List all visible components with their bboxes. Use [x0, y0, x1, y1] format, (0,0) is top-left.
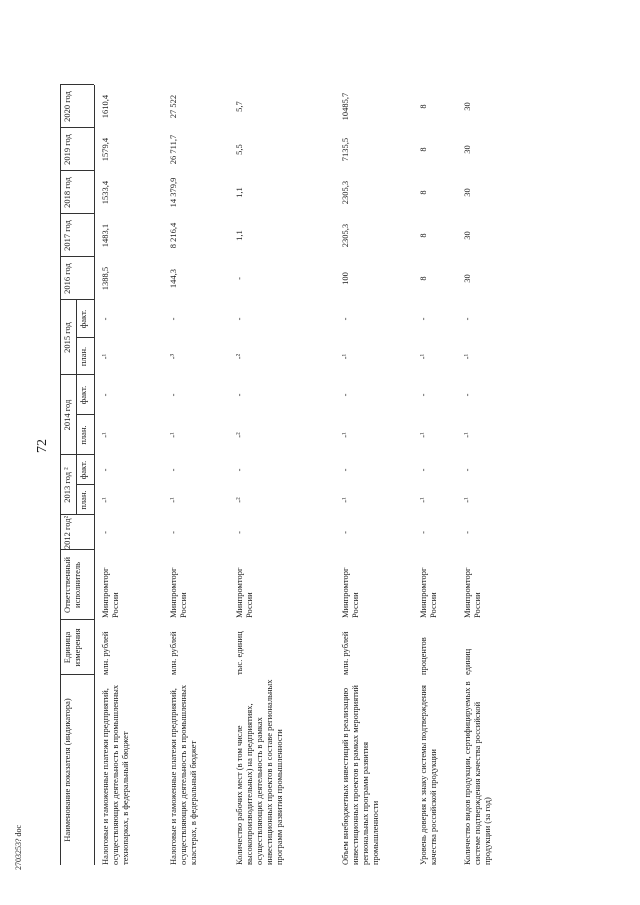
row-1-2013-plan: -¹: [100, 497, 110, 503]
row-5-2013-plan: -¹: [418, 497, 428, 503]
row-4-2016: 100: [340, 272, 350, 285]
col-header-executor: Ответственный исполнитель: [62, 557, 82, 613]
col-header-2020: 2020 год: [62, 91, 72, 122]
row-2-unit: млн. рублей: [168, 631, 178, 675]
row-4-2015-plan: -¹: [340, 353, 350, 360]
row-6-2019: 30: [462, 145, 472, 154]
row-3-2015-plan: -²: [234, 353, 244, 360]
row-4-2013-plan: -¹: [340, 497, 350, 503]
col-header-2013: 2013 год ²: [62, 467, 72, 503]
row-5-executor: Минпромторг России: [418, 567, 438, 618]
row-4-indicator: Объем внебюджетных инвестиций в реализацию инвестиционных проектов в рамках мероприятий региональных программ развития промышленности: [340, 685, 380, 865]
row-5-2015-fact: -: [418, 317, 428, 321]
col-header-2018: 2018 год: [62, 177, 72, 208]
row-4-2019: 7135,5: [340, 137, 350, 162]
row-5-2012: -: [418, 531, 428, 534]
row-3-2014-plan: -²: [234, 432, 244, 438]
col-header-2015: 2015 год: [62, 322, 72, 353]
row-5-2018: 8: [418, 190, 428, 195]
row-2-indicator: Налоговые и таможенные платежи предприятий, осуществляющих деятельность в промышленных кластерах, в федеральный бюджет: [168, 684, 198, 865]
row-1-2012: -: [100, 531, 110, 534]
row-4-2014-fact: -: [340, 393, 350, 397]
row-4-2015-fact: -: [340, 317, 350, 321]
row-6-executor: Минпромторг России: [462, 567, 482, 618]
col-header-2015-fact: факт.: [78, 309, 88, 329]
row-2-2016: 144,3: [168, 268, 178, 289]
row-1-2020: 1610,4: [100, 94, 110, 119]
row-5-2014-fact: -: [418, 393, 428, 397]
row-3-2013-fact: -: [234, 468, 244, 472]
row-4-2018: 2305,3: [340, 180, 350, 205]
row-6-2017: 30: [462, 231, 472, 240]
row-2-2014-plan: -¹: [168, 432, 178, 438]
row-3-2019: 5,5: [234, 144, 244, 155]
row-5-2020: 8: [418, 104, 428, 109]
row-5-2015-plan: -¹: [418, 353, 428, 360]
row-1-2016: 1388,5: [100, 266, 110, 291]
col-header-2015-plan: план.: [78, 346, 88, 367]
row-1-2013-fact: -: [100, 468, 110, 472]
row-6-unit: единиц: [462, 648, 472, 675]
row-6-2013-plan: -¹: [462, 497, 472, 503]
row-6-indicator: Количество видов продукции, сертифицируемых в системе подтверждения качества российской продукции (за год): [462, 681, 492, 865]
row-4-2014-plan: -¹: [340, 432, 350, 438]
row-4-unit: млн. рублей: [340, 631, 350, 675]
row-5-2019: 8: [418, 147, 428, 152]
row-1-2019: 1579,4: [100, 137, 110, 162]
row-2-2019: 26 711,7: [168, 134, 178, 165]
row-2-2015-plan: -³: [168, 353, 178, 360]
row-5-indicator: Уровень доверия к знаку системы подтверждения качества российской продукции: [418, 685, 438, 865]
row-1-unit: млн. рублей: [100, 631, 110, 675]
row-4-2017: 2305,3: [340, 223, 350, 248]
row-1-2014-fact: -: [100, 393, 110, 397]
row-6-2012: -: [462, 531, 472, 534]
col-header-unit: Единица измерения: [62, 628, 82, 667]
row-3-2014-fact: -: [234, 393, 244, 397]
row-5-2014-plan: -¹: [418, 432, 428, 438]
indicators-table: [60, 45, 580, 865]
document-id: 2703253? doc: [14, 824, 23, 870]
row-3-2016: -: [234, 277, 244, 280]
col-header-2019: 2019 год: [62, 134, 72, 165]
col-header-2014-fact: факт.: [78, 385, 88, 405]
row-4-2013-fact: -: [340, 468, 350, 472]
col-header-2017: 2017 год: [62, 220, 72, 251]
row-5-2017: 8: [418, 233, 428, 238]
row-1-executor: Минпромторг России: [100, 567, 120, 618]
row-2-2013-fact: -: [168, 468, 178, 472]
row-3-2017: 1,1: [234, 230, 244, 241]
row-5-2013-fact: -: [418, 468, 428, 472]
row-3-unit: тыс. единиц: [234, 631, 244, 675]
row-1-2018: 1533,4: [100, 180, 110, 205]
row-6-2020: 30: [462, 102, 472, 111]
row-6-2018: 30: [462, 188, 472, 197]
row-3-2018: 1,1: [234, 187, 244, 198]
row-2-2017: 8 216,4: [168, 222, 178, 249]
row-3-2013-plan: -²: [234, 497, 244, 503]
row-6-2015-fact: -: [462, 317, 472, 321]
col-header-2013-plan: план.: [78, 490, 88, 510]
col-header-indicator: Наименование показателя (индикатора): [62, 698, 72, 842]
row-3-2020: 5,7: [234, 101, 244, 112]
col-header-2014: 2014 год: [62, 399, 72, 431]
row-4-2012: -: [340, 531, 350, 534]
row-6-2014-fact: -: [462, 393, 472, 397]
row-1-2014-plan: -¹: [100, 432, 110, 438]
row-2-2014-fact: -: [168, 393, 178, 397]
row-6-2015-plan: -¹: [462, 353, 472, 360]
row-1-2017: 1483,1: [100, 223, 110, 248]
row-4-2020: 10485,7: [340, 92, 350, 121]
col-header-2016: 2016 год: [62, 263, 72, 294]
row-6-2016: 30: [462, 274, 472, 283]
row-2-2015-fact: -: [168, 317, 178, 321]
page-number: 72: [35, 439, 50, 453]
row-2-2018: 14 379,9: [168, 177, 178, 208]
col-header-2012: 2012 год²: [62, 515, 72, 550]
row-3-executor: Минпромторг России: [234, 567, 254, 618]
row-2-executor: Минпромторг России: [168, 567, 188, 618]
col-header-2014-plan: план.: [78, 425, 88, 445]
row-2-2013-plan: -¹: [168, 497, 178, 503]
row-3-2012: -: [234, 531, 244, 534]
row-3-2015-fact: -: [234, 317, 244, 321]
col-header-2013-fact: факт.: [78, 460, 88, 480]
row-1-indicator: Налоговые и таможенные платежи предприятий, осуществляющих деятельность в промышленных технопарках, в федеральный бюджет: [100, 684, 130, 865]
row-5-unit: процентов: [418, 637, 428, 675]
row-5-2016: 8: [418, 276, 428, 281]
row-3-indicator: Количество рабочих мест (в том числе высокопроизводительных) на предприятиях, осуществляющих деятельность в рамках инвестиционных проектов в составе региональных программ развития промышленности: [234, 679, 284, 865]
row-6-2014-plan: -¹: [462, 432, 472, 438]
row-2-2012: -: [168, 531, 178, 534]
row-1-2015-plan: -¹: [100, 353, 110, 360]
row-6-2013-fact: -: [462, 468, 472, 472]
row-2-2020: 27 522: [168, 94, 178, 119]
row-1-2015-fact: -: [100, 317, 110, 321]
row-4-executor: Минпромторг России: [340, 567, 360, 618]
